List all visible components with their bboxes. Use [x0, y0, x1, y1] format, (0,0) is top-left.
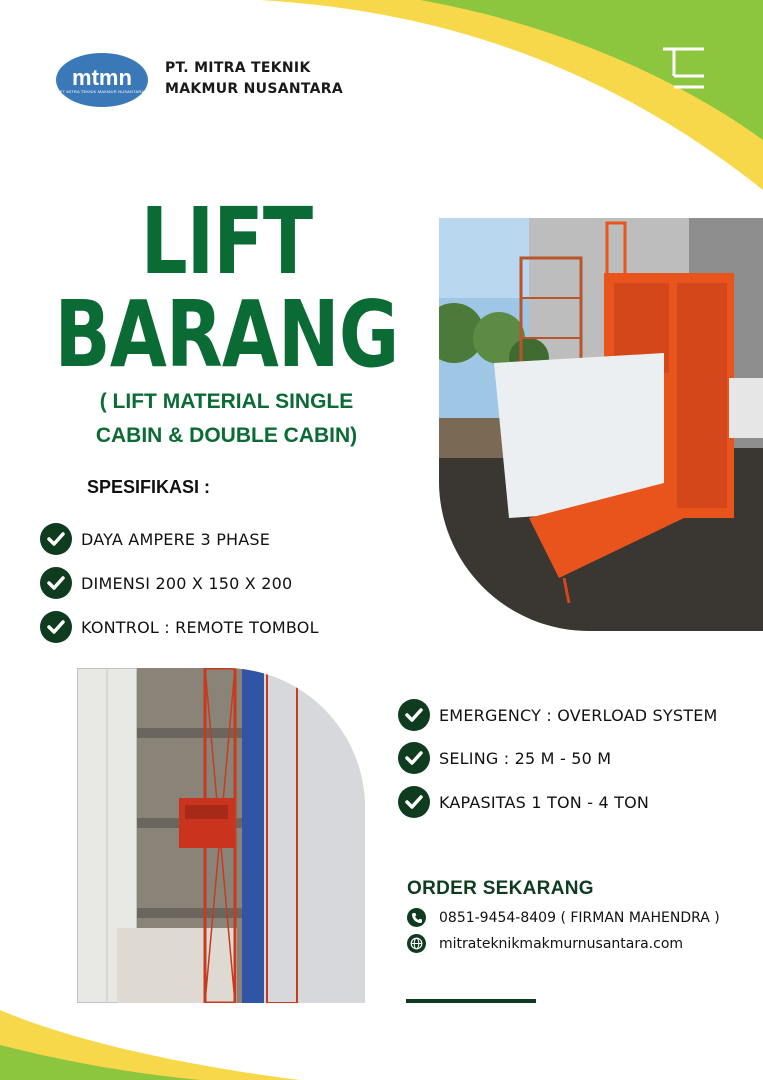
logo-subtext: PT MITRA TEKNIK MAKMUR NUSANTARA — [59, 88, 145, 94]
order-heading: ORDER SEKARANG — [407, 878, 594, 899]
check-circle-icon — [40, 523, 72, 555]
globe-icon — [407, 934, 426, 953]
spec-text: KONTROL : REMOTE TOMBOL — [81, 617, 319, 637]
spec-item — [398, 742, 611, 774]
title-line1: LIFT — [140, 188, 313, 295]
check-circle-icon — [398, 699, 430, 731]
spec-item — [40, 523, 270, 555]
spec-text: DIMENSI 200 X 150 X 200 — [81, 573, 293, 593]
company-logo — [56, 53, 148, 107]
company-name-line1: PT. MITRA TEKNIK — [165, 60, 311, 76]
check-circle-icon — [40, 611, 72, 643]
menu-icon — [660, 46, 706, 92]
company-name — [165, 58, 343, 100]
spec-text: SELING : 25 M - 50 M — [439, 748, 612, 768]
check-circle-icon — [398, 742, 430, 774]
check-circle-icon — [398, 786, 430, 818]
spec-item — [40, 567, 292, 599]
title-line2: BARANG — [54, 281, 399, 388]
tower-lift-photo — [77, 668, 365, 1003]
spec-text: EMERGENCY : OVERLOAD SYSTEM — [439, 705, 718, 725]
subtitle-line1: ( LIFT MATERIAL SINGLE — [99, 390, 354, 413]
specs-heading: SPESIFIKASI : — [87, 477, 211, 497]
spec-text: KAPASITAS 1 TON - 4 TON — [439, 792, 650, 812]
logo-text: mtmn — [72, 64, 132, 90]
spec-item — [398, 786, 649, 818]
website-contact[interactable] — [407, 934, 683, 953]
divider — [406, 999, 536, 1003]
lift-cabin-photo — [439, 218, 763, 631]
phone-contact[interactable] — [407, 908, 720, 927]
spec-text: DAYA AMPERE 3 PHASE — [81, 529, 271, 549]
subtitle — [0, 385, 453, 453]
phone-icon — [407, 908, 426, 927]
check-circle-icon — [40, 567, 72, 599]
subtitle-line2: CABIN & DOUBLE CABIN) — [95, 424, 358, 447]
company-name-line2: MAKMUR NUSANTARA — [165, 81, 344, 97]
spec-item — [40, 611, 319, 643]
spec-item — [398, 699, 718, 731]
phone-number[interactable]: 0851-9454-8409 ( FIRMAN MAHENDRA ) — [439, 909, 720, 926]
website-link[interactable]: mitrateknikmakmurnusantara.com — [439, 935, 684, 952]
